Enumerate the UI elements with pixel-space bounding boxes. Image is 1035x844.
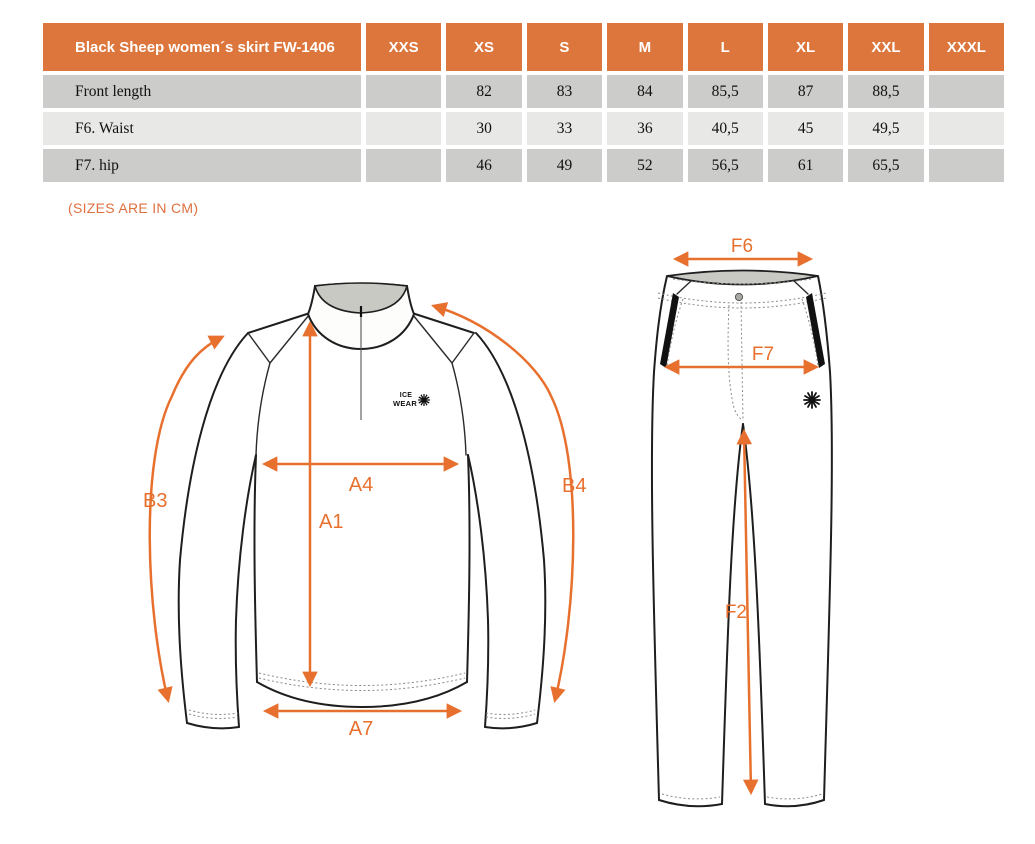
- value-cell: [366, 75, 441, 108]
- value-cell: 87: [768, 75, 843, 108]
- size-chart-table: [38, 19, 1009, 186]
- value-cell: 36: [607, 112, 682, 145]
- sweater-measure-arrows: [143, 306, 586, 740]
- sweater-outline-group: [179, 313, 546, 728]
- icewear-logo: [393, 392, 430, 408]
- table-row: [43, 149, 1004, 182]
- a4-label: A4: [348, 474, 374, 496]
- table-row: [43, 112, 1004, 145]
- value-cell: 45: [768, 112, 843, 145]
- b3-arrow: [150, 337, 222, 700]
- f2-label: F2: [724, 602, 747, 623]
- value-cell: 40,5: [688, 112, 763, 145]
- row-label-cell: F6. Waist: [43, 112, 361, 145]
- size-header-cell: XL: [768, 23, 843, 71]
- value-cell: 30: [446, 112, 521, 145]
- value-cell: 49,5: [848, 112, 923, 145]
- row-label-cell: Front length: [43, 75, 361, 108]
- product-title-cell: Black Sheep women´s skirt FW-1406: [43, 23, 361, 71]
- value-cell: [366, 112, 441, 145]
- b4-label: B4: [562, 475, 587, 497]
- a1-label: A1: [319, 511, 344, 533]
- value-cell: 82: [446, 75, 521, 108]
- value-cell: [929, 112, 1004, 145]
- waist-button: [735, 293, 742, 300]
- f6-label: F6: [730, 236, 754, 257]
- snowflake-icon: [804, 392, 820, 408]
- value-cell: 46: [446, 149, 521, 182]
- value-cell: 88,5: [848, 75, 923, 108]
- value-cell: 52: [607, 149, 682, 182]
- brand-text-line2: WEAR: [392, 399, 418, 408]
- brand-text-line1: ICE: [399, 392, 413, 399]
- value-cell: 56,5: [688, 149, 763, 182]
- value-cell: 83: [527, 75, 602, 108]
- pants-diagram: [630, 235, 870, 830]
- size-header-cell: XXS: [366, 23, 441, 71]
- value-cell: 65,5: [848, 149, 923, 182]
- f7-label: F7: [751, 344, 775, 365]
- size-header-cell: S: [527, 23, 602, 71]
- size-header-cell: L: [688, 23, 763, 71]
- snowflake-icon: [419, 395, 430, 406]
- value-cell: 33: [527, 112, 602, 145]
- value-cell: 61: [768, 149, 843, 182]
- value-cell: [366, 149, 441, 182]
- pants-outline-group: [652, 271, 832, 807]
- sweater-diagram: [120, 240, 600, 760]
- value-cell: 49: [527, 149, 602, 182]
- table-header-row: [43, 23, 1004, 71]
- b4-arrow: [434, 306, 573, 700]
- size-header-cell: M: [607, 23, 682, 71]
- row-label-cell: F7. hip: [43, 149, 361, 182]
- a7-label: A7: [348, 718, 374, 740]
- left-pocket-opening: [660, 293, 679, 368]
- size-header-cell: XXXL: [929, 23, 1004, 71]
- value-cell: 85,5: [688, 75, 763, 108]
- size-header-cell: XS: [446, 23, 521, 71]
- table-row: [43, 75, 1004, 108]
- sizes-unit-note: (SIZES ARE IN CM): [68, 200, 199, 216]
- b3-label: B3: [143, 490, 168, 512]
- value-cell: [929, 75, 1004, 108]
- value-cell: 84: [607, 75, 682, 108]
- value-cell: [929, 149, 1004, 182]
- size-header-cell: XXL: [848, 23, 923, 71]
- pants-measure-arrows: [667, 236, 816, 792]
